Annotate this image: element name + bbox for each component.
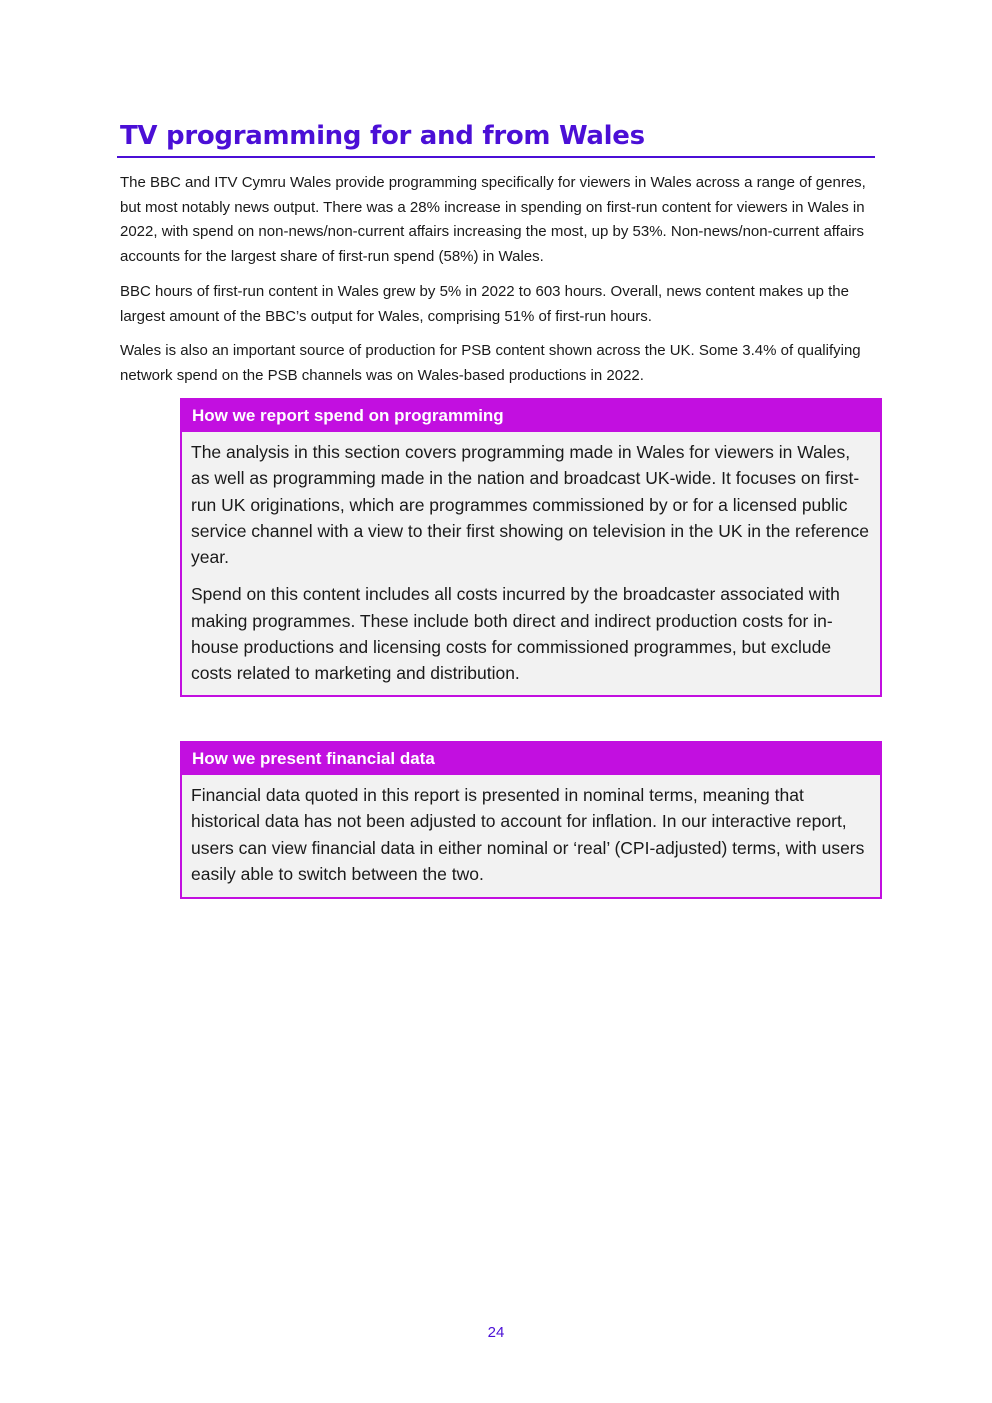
callout-paragraph: Financial data quoted in this report is presented in nominal terms, meaning that historical data has not been adjusted to account for inflation. In our interactive report, users can view financial data in either nominal or ‘real’ (CPI-adjusted) terms, with users easily able to switch between the two. <box>191 785 865 884</box>
callout-body <box>182 775 880 893</box>
body-paragraph-1: The BBC and ITV Cymru Wales provide programming specifically for viewers in Wales across a range of genres, but most notably news output. There was a 28% increase in spending on first-run content for viewers in Wales in 2022, with spend on non-news/non-current affairs increasing the most, up by 53%. Non-news/non-current affairs accounts for the largest share of first-run spend (58%) in Wales. <box>120 174 866 265</box>
page-number: 24 <box>487 1324 505 1341</box>
body-paragraph-3: Wales is also an important source of production for PSB content shown across the UK. Some 3.4% of qualifying network spend on the PSB channels was on Wales-based productions in 2022. <box>120 342 861 384</box>
callout-box-reporting-spend <box>180 398 882 697</box>
callout-body <box>182 432 880 693</box>
callout-paragraph: The analysis in this section covers programming made in Wales for viewers in Wales, as well as programming made in the nation and broadcast UK-wide. It focuses on first-run UK originations, which are programmes commissioned by or for a licensed public service channel with a view to their first showing on television in the UK in the reference year. <box>191 442 869 568</box>
section-heading: TV programming for and from Wales <box>120 121 645 151</box>
callout-paragraph: Spend on this content includes all costs incurred by the broadcaster associated with making programmes. These include both direct and indirect production costs for in-house productions and licensing costs for commissioned programmes, but exclude costs related to marketing and distribution. <box>191 584 840 684</box>
body-paragraph-2: BBC hours of first-run content in Wales grew by 5% in 2022 to 603 hours. Overall, news content makes up the largest amount of the BBC’s output for Wales, comprising 51% of first-run hours. <box>120 283 849 325</box>
callout-title: How we present financial data <box>182 743 880 775</box>
heading-underline <box>117 156 875 158</box>
callout-box-financial-data <box>180 741 882 899</box>
callout-title: How we report spend on programming <box>182 400 880 432</box>
